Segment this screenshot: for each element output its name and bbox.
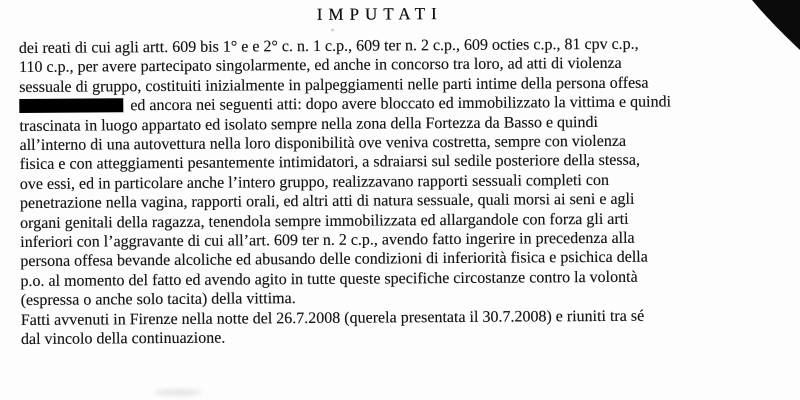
text-segment: Fatti avvenuti in Firenze nella notte del 26.7.2008 (querela presentata il 30.7.2008) e riuniti tra sé [20, 307, 645, 329]
redaction-bar [19, 98, 123, 113]
text-segment: (espressa o anche solo tacita) della vittima. [20, 290, 296, 310]
text-segment: sessuale di gruppo, costituiti inizialmente in palpeggiamenti nelle parti intime della persona offesa [19, 74, 649, 96]
text-segment: penetrazione nella vagina, rapporti orali, ed altri atti di natura sessuale, quali morsi ai seni e agli [19, 190, 635, 213]
document-title: IMPUTATI [316, 4, 443, 24]
text-line [21, 325, 777, 350]
text-segment: p.o. al momento del fatto ed avendo agito in tutte queste specifiche circostanze contro la volontà [20, 268, 638, 290]
scan-smudge [154, 389, 202, 396]
document-body [19, 34, 777, 350]
text-segment: 110 c.p., per avere partecipato singolarmente, ed anche in concorso tra loro, ad atti di violenza [18, 55, 622, 77]
document-content [19, 2, 777, 350]
text-segment: all’interno di una autovettura nella loro disponibilità ove veniva costretta, sempre con violenza [19, 132, 627, 155]
text-segment: fisica e con atteggiamenti pesantemente intimidatori, a sdraiarsi sul sedile posteriore della stessa, [19, 152, 641, 174]
text-segment: ed ancora nei seguenti atti: dopo avere bloccato ed immobilizzato la vittima e quindi [130, 93, 672, 115]
text-segment: trascinata in luogo appartato ed isolato sempre nella zona della Fortezza da Basso e quindi [19, 113, 598, 135]
text-segment: ove essi, ed in particolare anche l’intero gruppo, realizzavano rapporti sessuali completi con [19, 171, 610, 193]
text-segment: inferiori con l’aggravante di cui all’art. 609 ter n. 2 c.p., avendo fatto ingerire in precedenza alla [20, 229, 635, 252]
text-segment: dal vincolo della continuazione. [20, 329, 226, 349]
text-segment: dei reati di cui agli artt. 609 bis 1° e e 2° c. n. 1 c.p., 609 ter n. 2 c.p., 609 octies c.p., 81 cpv c.p., [18, 35, 639, 58]
text-segment: persona offesa bevande alcoliche ed abusando delle condizioni di inferiorità fisica e psichica della [20, 249, 648, 271]
text-segment: organi genitali della ragazza, tenendola sempre immobilizzata ed allargandole con forza gli arti [20, 210, 629, 232]
scan-noise-speck [331, 29, 334, 31]
